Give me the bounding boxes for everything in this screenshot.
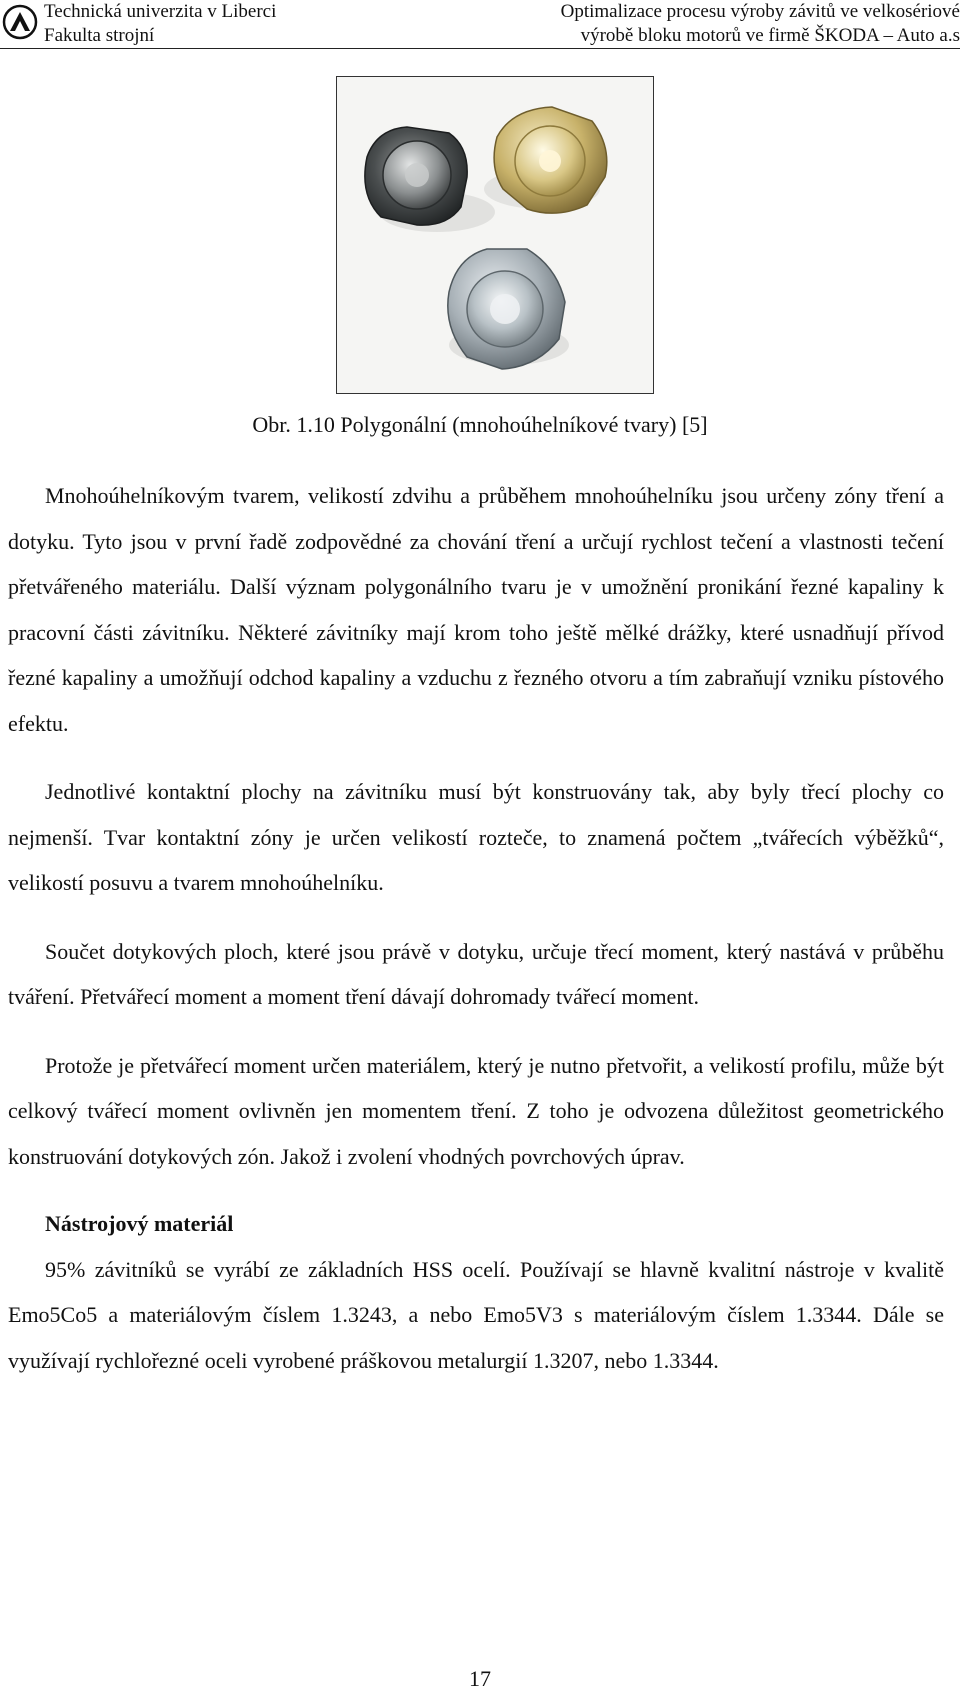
paragraph-contact-sum: Součet dotykových ploch, které jsou právě v dotyku, určuje třecí moment, který nastává v průběhu tváření. Přetvářecí moment a moment tření dávají dohromady tvářecí moment. <box>8 938 944 1009</box>
header-institution <box>44 0 276 48</box>
main-text <box>8 473 944 1383</box>
figure-caption: Obr. 1.10 Polygonální (mnohoúhelníkové tvary) [5] <box>252 412 708 437</box>
header-title-line1: Optimalizace procesu výroby závitů ve velkosériové <box>560 1 960 22</box>
paragraph-contact-surfaces: Jednotlivé kontaktní plochy na závitníku musí být konstruovány tak, aby byly třecí plochy co nejmenší. Tvar kontaktní zóny je určen velikostí rozteče, to znamená počtem „tvářecích výběžků“, velikostí posuvu a tvarem mnohoúhelníku. <box>8 779 944 895</box>
page-number: 17 <box>469 1666 491 1691</box>
figure-polygonal-taps-photo <box>336 76 654 394</box>
header-thesis-title <box>561 0 960 48</box>
header-title-line2: výrobě bloku motorů ve firmě ŠKODA – Auto a.s <box>580 25 960 46</box>
paragraph-forming-moment: Protože je přetvářecí moment určen materiálem, který je nutno přetvořit, a velikostí profilu, může být celkový tvářecí moment ovlivněn jen momentem tření. Z toho je odvozena důležitost geometrického konstruování dotykových zón. Jakož i zvolení vhodných povrchových úprav. <box>8 1052 944 1169</box>
page-header <box>0 0 960 49</box>
paragraph-tool-material: 95% závitníků se vyrábí ze základních HSS ocelí. Používají se hlavně kvalitní nástroje v kvalitě Emo5Co5 a materiálovým číslem 1.3243, a nebo Emo5V3 s materiálovým číslem 1.3344. Dále se využívají rychlořezné oceli vyrobené práškovou metalurgií 1.3207, nebo 1.3344. <box>8 1256 944 1373</box>
taps-photo-illustration <box>337 77 652 392</box>
paragraph-polygon-shape: Mnohoúhelníkovým tvarem, velikostí zdvihu a průběhem mnohoúhelníku jsou určeny zóny tření a dotyku. Tyto jsou v první řadě zodpovědné za chování tření a určují rychlost tečení a vlastnosti tečení přetvářeného materiálu. Další význam polygonálního tvaru je v umožnění pronikání řezné kapaliny k pracovní části závitníku. Některé závitníky mají krom toho ještě mělké drážky, které usnadňují přívod řezné kapaliny a umožňují odchod kapaliny a vzduchu z řezného otvoru a tím zabraňují vzniku pístového efektu. <box>8 483 944 736</box>
dark-tap-icon <box>365 127 467 225</box>
silver-tap-icon <box>448 249 565 369</box>
header-faculty: Fakulta strojní <box>44 25 155 46</box>
section-heading: Nástrojový materiál <box>45 1211 234 1236</box>
university-logo-icon <box>2 4 38 40</box>
header-university: Technická univerzita v Liberci <box>44 1 277 22</box>
